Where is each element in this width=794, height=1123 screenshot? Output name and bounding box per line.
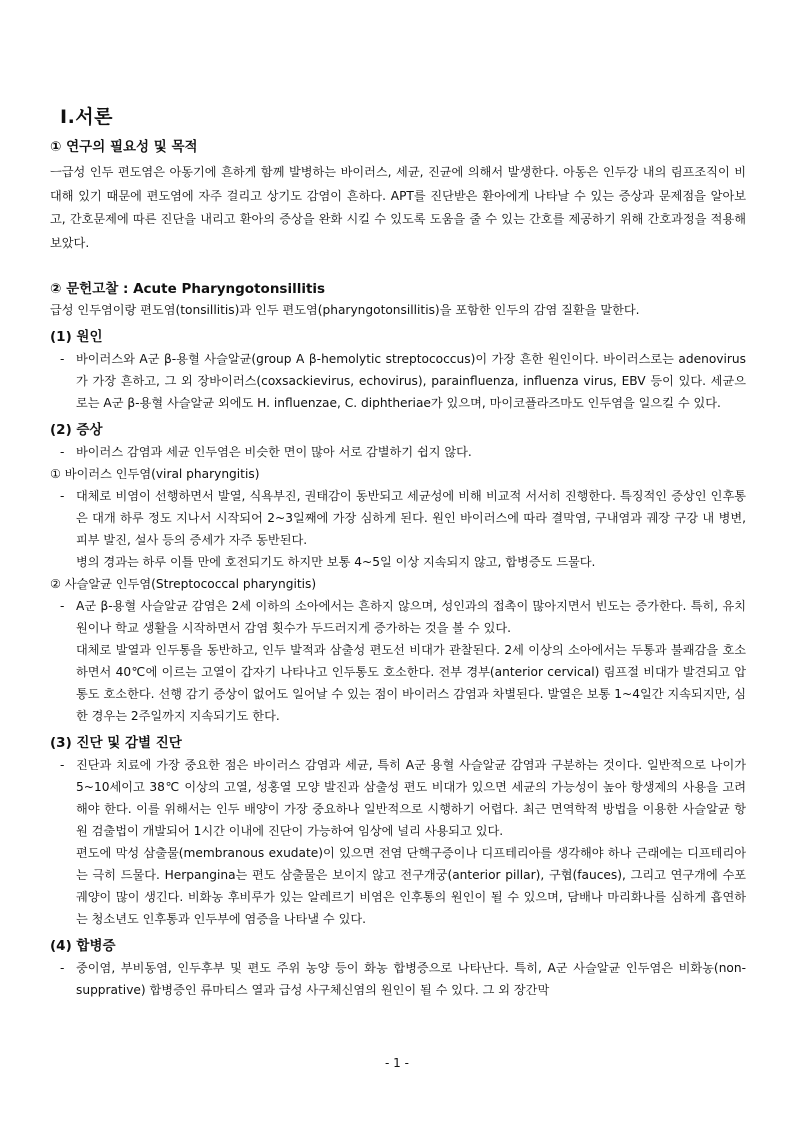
strep-heading: ② 사슬알균 인두염(Streptococcal pharyngitis) <box>50 577 317 591</box>
section2-intro: 급성 인두염이랑 편도염(tonsillitis)과 인두 편도염(pharyngotonsillitis)을 포함한 인두의 감염 질환을 말한다. <box>50 303 640 317</box>
viral-text-2: 병의 경과는 하루 이틀 만에 호전되기도 하지만 보통 4~5일 이상 지속되지 않고, 합병증도 드물다. <box>76 555 596 569</box>
diagnosis-text-2: 편도에 막성 삼출물(membranous exudate)이 있으면 전염 단핵구증이나 디프테리아를 생각해야 하나 근래에는 디프테리아는 극히 드물다. Herpangina는 편도 삼출물은 보이지 않고 전구개궁(anterior pillar), 구협(fauces), 그리고 연구개에 수포 궤양이 많이 생긴다. 비화농 후비루가 있는 알레르기 비염은 인후통의 원인이 될 수 있으며, 담배나 마리화나를 심하게 흡연하는 청소년도 인후통과 인두부에 염증을 나타낼 수 있다. <box>76 846 746 926</box>
dash-mark: - <box>60 445 65 459</box>
dash-mark: - <box>60 961 65 975</box>
cause-item <box>50 348 746 414</box>
complication-item <box>50 957 746 1001</box>
strep-item <box>50 595 746 639</box>
cause-text: 바이러스와 A군 β-용혈 사슬알균(group A β-hemolytic streptococcus)이 가장 흔한 원인이다. 바이러스로는 adenovirus가 가장 흔하고, 그 외 장바이러스(coxsackievirus, echovirus), parainfluenza, influenza virus, EBV 등이 있다. 세균으로는 A군 β-용혈 사슬알균 외에도 H. influenzae, C. diphtheriae가 있으며, 마이코플라즈마도 인두염을 일으킬 수 있다. <box>76 352 746 410</box>
viral-item <box>50 485 746 551</box>
diagnosis-text: 진단과 치료에 가장 중요한 점은 바이러스 감염과 세균, 특히 A군 용혈 사슬알균 감염과 구분하는 것이다. 일반적으로 나이가 5~10세이고 38℃ 이상의 고열, 성홍열 모양 발진과 삼출성 편도 비대가 있으면 세균의 가능성이 높아 항생제의 사용을 고려해야 한다. 이를 위해서는 인두 배양이 가장 중요하나 일반적으로 시행하기 어렵다. 최근 면역학적 방법을 이용한 사슬알균 항원 검출법이 개발되어 1시간 이내에 진단이 가능하여 임상에 널리 사용되고 있다. <box>76 758 746 838</box>
section1-text: ㅡ급성 인두 편도염은 아동기에 흔하게 함께 발병하는 바이러스, 세균, 진균에 의해서 발생한다. 아동은 인두강 내의 림프조직이 비대해 있기 때문에 편도염에 자주 걸리고 상기도 감염이 흔하다. APT를 진단받은 환아에게 나타날 수 있는 증상과 문제점을 알아보고, 간호문제에 따른 진단을 내리고 환아의 증상을 완화 시킬 수 있도록 도움을 줄 수 있는 간호를 제공하기 위해 간호과정을 적용해 보았다. <box>50 165 746 250</box>
viral-heading: ① 바이러스 인두염(viral pharyngitis) <box>50 467 260 481</box>
section1-heading: ① 연구의 필요성 및 목적 <box>50 139 198 155</box>
dash-mark: - <box>60 489 65 503</box>
complication-text: 중이염, 부비동염, 인두후부 및 편도 주위 농양 등이 화농 합병증으로 나타난다. 특히, A군 사슬알균 인두염은 비화농(non-supprative) 합병증인 류마티스 열과 급성 사구체신염의 원인이 될 수 있다. 그 외 장간막 <box>76 961 746 997</box>
page-number: - 1 - <box>385 1056 409 1070</box>
dash-mark: - <box>60 599 65 613</box>
viral-text: 대체로 비염이 선행하면서 발열, 식욕부진, 권태감이 동반되고 세균성에 비해 비교적 서서히 진행한다. 특징적인 증상인 인후통은 대개 하루 정도 지나서 시작되어 2~3일째에 가장 심하게 된다. 원인 바이러스에 따라 결막염, 구내염과 궤장 구강 내 병변, 피부 발진, 설사 등의 증세가 자주 동반된다. <box>76 489 746 547</box>
page-title: Ⅰ.서론 <box>60 106 113 128</box>
document-page <box>50 102 746 1001</box>
symptom-heading: (2) 증상 <box>50 422 103 438</box>
diagnosis-item <box>50 754 746 842</box>
section2-heading: ② 문헌고찰 : Acute Pharyngotonsillitis <box>50 281 326 297</box>
dash-mark: - <box>60 758 65 772</box>
dash-mark: - <box>60 352 65 366</box>
strep-text-2: 대체로 발열과 인두통을 동반하고, 인두 발적과 삼출성 편도선 비대가 관찰된다. 2세 이상의 소아에서는 두통과 불쾌감을 호소하면서 40℃에 이르는 고열이 갑자기 나타나고 인두통도 호소한다. 전부 경부(anterior cervical) 림프절 비대가 발견되고 압통도 호소한다. 선행 감기 증상이 없어도 일어날 수 있는 점이 바이러스 감염과 차별된다. 발열은 보통 1~4일간 지속되지만, 심한 경우는 2주일까지 지속되기도 한다. <box>76 643 746 723</box>
symptom-text: 바이러스 감염과 세균 인두염은 비슷한 면이 많아 서로 감별하기 쉽지 않다. <box>76 445 472 459</box>
complication-heading: (4) 합병증 <box>50 938 116 954</box>
diagnosis-heading: (3) 진단 및 감별 진단 <box>50 735 182 751</box>
strep-text: A군 β-용혈 사슬알균 감염은 2세 이하의 소아에서는 흔하지 않으며, 성인과의 접촉이 많아지면서 빈도는 증가한다. 특히, 유치원이나 학교 생활을 시작하면서 감염 횟수가 두드러지게 증가하는 것을 볼 수 있다. <box>76 599 746 635</box>
symptom-item <box>50 441 746 463</box>
cause-heading: (1) 원인 <box>50 329 103 345</box>
